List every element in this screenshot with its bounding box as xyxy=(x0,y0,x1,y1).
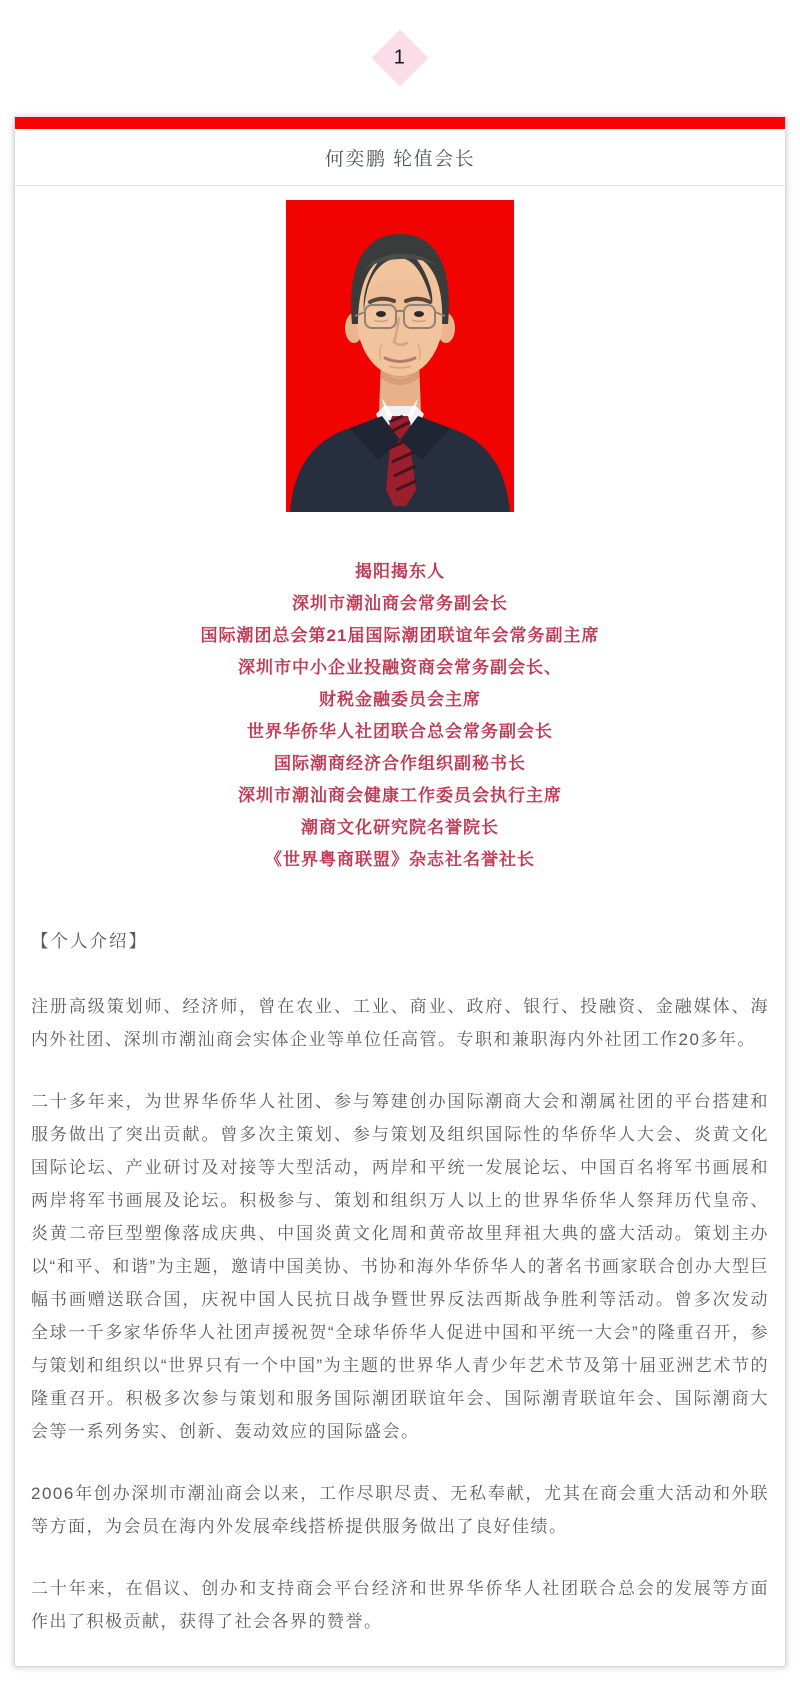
role-line: 世界华侨华人社团联合总会常务副会长 xyxy=(247,722,553,741)
portrait-photo xyxy=(286,200,514,512)
role-line: 深圳市潮汕商会常务副会长 xyxy=(292,594,508,613)
intro-paragraph: 二十多年来，为世界华侨华人社团、参与筹建创办国际潮商大会和潮属社团的平台搭建和服务做出了突出贡献。曾多次主策划、参与策划及组织国际性的华侨华人大会、炎黄文化国际论坛、产业研讨及对接等大型活动，两岸和平统一发展论坛、中国百名将军书画展和两岸将军书画展及论坛。积极参与、策划和组织万人以上的世界华侨华人祭拜历代皇帝、炎黄二帝巨型塑像落成庆典、中国炎黄文化周和黄帝故里拜祖大典的盛大活动。策划主办以“和平、和谐”为主题，邀请中国美协、书协和海外华侨华人的著名书画家联合创办大型巨幅书画赠送联合国，庆祝中国人民抗日战争暨世界反法西斯战争胜利等活动。曾多次发动全球一千多家华侨华人社团声援祝贺“全球华侨华人促进中国和平统一大会”的隆重召开，参与策划和组织以“世界只有一个中国”为主题的世界华人青少年艺术节及第十届亚洲艺术节的隆重召开。积极多次参与策划和服务国际潮团联谊年会、国际潮青联谊年会、国际潮商大会等一系列务实、创新、轰动效应的国际盛会。 xyxy=(31,1092,769,1441)
page-number-badge-row xyxy=(0,0,800,104)
diamond-badge xyxy=(372,30,429,87)
intro-paragraph: 注册高级策划师、经济师，曾在农业、工业、商业、政府、银行、投融资、金融媒体、海内外社团、深圳市潮汕商会实体企业等单位任高管。专职和兼职海内外社团工作20多年。 xyxy=(31,997,769,1049)
photo-container xyxy=(31,200,769,512)
role-line: 国际潮商经济合作组织副秘书长 xyxy=(274,754,526,773)
role-line: 潮商文化研究院名誉院长 xyxy=(301,818,499,837)
role-line: 深圳市潮汕商会健康工作委员会执行主席 xyxy=(238,786,562,805)
intro-paragraph: 二十年来，在倡议、创办和支持商会平台经济和世界华侨华人社团联合总会的发展等方面作出了积极贡献，获得了社会各界的赞誉。 xyxy=(31,1579,769,1631)
intro-paragraphs xyxy=(31,990,769,1638)
person-name-title: 何奕鹏 轮值会长 xyxy=(324,149,476,170)
card-body xyxy=(15,186,785,1666)
profile-card xyxy=(14,117,786,1667)
role-line: 《世界粤商联盟》杂志社名誉社长 xyxy=(265,850,535,869)
card-title-bar xyxy=(15,129,785,186)
red-top-bar xyxy=(15,117,785,129)
intro-paragraph: 2006年创办深圳市潮汕商会以来，工作尽职尽责、无私奉献，尤其在商会重大活动和外联等方面，为会员在海内外发展牵线搭桥提供服务做出了良好佳绩。 xyxy=(31,1484,769,1536)
role-line: 国际潮团总会第21届国际潮团联谊年会常务副主席 xyxy=(200,626,600,645)
page-number: 1 xyxy=(394,46,406,69)
role-line: 财税金融委员会主席 xyxy=(319,690,481,709)
role-line: 深圳市中小企业投融资商会常务副会长、 xyxy=(238,658,562,677)
intro-section-heading: 【个人介绍】 xyxy=(31,931,148,951)
role-line: 揭阳揭东人 xyxy=(355,562,445,581)
roles-list xyxy=(31,556,769,876)
